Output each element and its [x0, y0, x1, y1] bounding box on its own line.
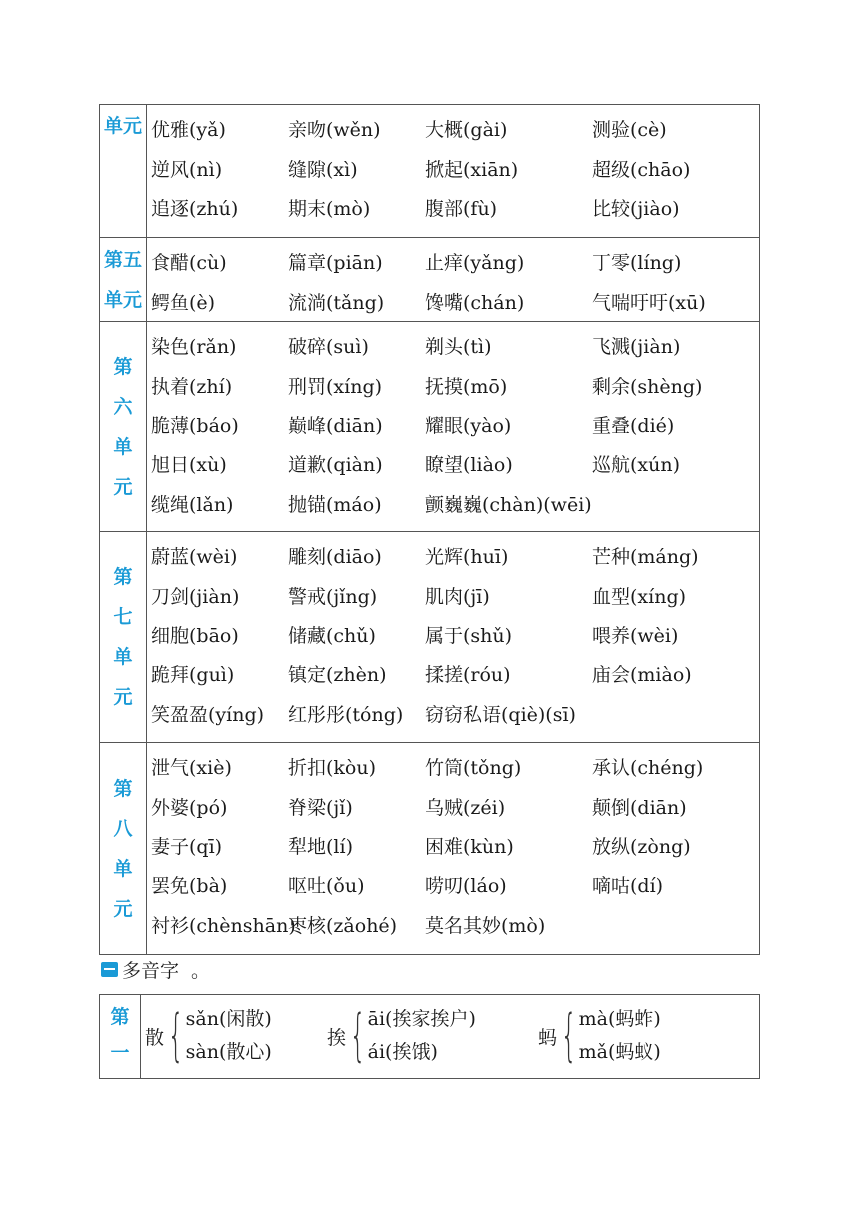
word-item: 窃窃私语(qiè)(sī) [425, 703, 576, 726]
word-item: 莫名其妙(mò) [425, 914, 546, 937]
word-item: 破碎(suì) [288, 336, 369, 359]
word-line [151, 865, 759, 904]
brace-icon: { [560, 1003, 577, 1068]
word-list [147, 105, 759, 237]
word-item: 流淌(tǎng) [288, 291, 385, 314]
reading-list [186, 1003, 272, 1069]
reading-list [368, 1003, 476, 1069]
word-item: 脆薄(báo) [151, 414, 239, 437]
unit-label-text: 单 [113, 646, 133, 668]
word-line [151, 188, 759, 227]
brace-icon: { [349, 1003, 366, 1068]
polyphonic-table [99, 994, 760, 1079]
word-item: 喂养(wèi) [592, 624, 679, 647]
word-item: 缝隙(xì) [288, 158, 358, 181]
word-item: 外婆(pó) [151, 796, 228, 819]
word-item: 妻子(qī) [151, 835, 223, 858]
word-item: 呕吐(ǒu) [288, 875, 365, 898]
polyphonic-char: 挨 [327, 1026, 347, 1049]
word-item: 肌肉(jī) [425, 585, 490, 608]
polyphonic-entry [538, 1001, 661, 1071]
polyphonic-char: 散 [145, 1026, 165, 1049]
word-item: 瞭望(liào) [425, 454, 513, 477]
word-item: 血型(xíng) [592, 585, 687, 608]
word-line [151, 109, 759, 148]
unit-label-text: 单元 [103, 115, 142, 137]
section-marker-icon [101, 962, 118, 977]
word-list [147, 322, 759, 531]
polyphonic-entry [145, 1001, 272, 1071]
unit-label [100, 532, 147, 742]
word-item: 揉搓(róu) [425, 664, 511, 687]
word-line [151, 786, 759, 825]
word-item: 篇章(piān) [288, 252, 383, 275]
word-item: 气喘吁吁(xū) [592, 291, 706, 314]
word-list [147, 532, 759, 742]
word-line [151, 444, 759, 483]
reading-item: sàn(散心) [185, 1041, 272, 1063]
unit-row [100, 321, 759, 531]
word-item: 犁地(lí) [288, 835, 353, 858]
word-line [151, 405, 759, 444]
word-list [147, 743, 759, 954]
unit-row [100, 742, 759, 954]
word-item: 止痒(yǎng) [425, 252, 525, 275]
unit-label [100, 238, 147, 321]
word-item: 剃头(tì) [425, 336, 492, 359]
word-line [151, 575, 759, 614]
reading-item: āi(挨家挨户) [367, 1008, 476, 1030]
word-list [147, 238, 759, 321]
word-item: 泄气(xiè) [151, 757, 232, 780]
word-line [151, 365, 759, 404]
word-item: 腹部(fù) [425, 197, 498, 220]
unit-label [100, 322, 147, 531]
word-item: 跪拜(guì) [151, 664, 235, 687]
section-heading [101, 956, 210, 983]
word-item: 刀剑(jiàn) [151, 585, 240, 608]
brace-icon: { [167, 1003, 184, 1068]
unit-label-text: 元 [113, 475, 133, 498]
word-item: 执着(zhí) [151, 375, 233, 398]
word-item: 枣核(zǎohé) [288, 914, 398, 937]
word-item: 镇定(zhèn) [288, 664, 387, 687]
word-item: 细胞(bāo) [151, 624, 239, 647]
unit-label-text: 第 [113, 355, 133, 378]
word-line [151, 484, 759, 523]
reading-list [579, 1003, 661, 1069]
unit-label-text: 六 [113, 395, 133, 418]
reading-item: ái(挨饿) [367, 1041, 438, 1063]
word-item: 抚摸(mō) [425, 375, 508, 398]
word-item: 唠叨(láo) [425, 875, 507, 898]
word-item: 衬衫(chènshān) [151, 914, 296, 937]
word-line [151, 615, 759, 654]
word-item: 警戒(jǐng) [288, 585, 378, 608]
unit-label [100, 105, 147, 237]
word-item: 折扣(kòu) [288, 757, 377, 780]
unit-label [100, 743, 147, 954]
reading-item: mà(蚂蚱) [578, 1008, 661, 1030]
word-line [151, 326, 759, 365]
word-item: 优雅(yǎ) [151, 119, 226, 142]
polyphonic-entry [327, 1001, 476, 1071]
word-item: 光辉(huī) [425, 546, 509, 569]
word-line [151, 694, 759, 733]
word-item: 超级(chāo) [592, 158, 691, 181]
word-item: 抛锚(máo) [288, 493, 382, 516]
unit-label-text: 第 [113, 566, 133, 588]
word-item: 颠倒(diān) [592, 796, 687, 819]
word-item: 乌贼(zéi) [425, 796, 506, 819]
section-heading-text: 多音字 [122, 960, 180, 982]
word-item: 重叠(dié) [592, 414, 675, 437]
word-item: 馋嘴(chán) [425, 291, 525, 314]
unit-label [100, 995, 141, 1078]
word-item: 道歉(qiàn) [288, 454, 383, 477]
unit-label-text: 单元 [103, 288, 142, 311]
unit-label-text: 元 [113, 686, 133, 708]
word-item: 芒种(máng) [592, 546, 699, 569]
unit-label-text: 第 [110, 1006, 130, 1028]
word-item: 丁零(líng) [592, 252, 682, 275]
word-item: 竹筒(tǒng) [425, 757, 522, 780]
word-item: 食醋(cù) [151, 252, 227, 275]
vocabulary-table [99, 104, 760, 955]
reading-item: mǎ(蚂蚁) [578, 1041, 661, 1063]
unit-label-text: 元 [113, 897, 133, 920]
word-item: 追逐(zhú) [151, 197, 239, 220]
unit-row [100, 237, 759, 321]
word-line [151, 536, 759, 575]
word-line [151, 281, 759, 320]
unit-label-text: 七 [113, 606, 133, 628]
word-item: 笑盈盈(yíng) [151, 703, 265, 726]
word-item: 大概(gài) [425, 119, 508, 142]
word-item: 红彤彤(tóng) [288, 703, 404, 726]
word-item: 颤巍巍(chàn)(wēi) [425, 493, 592, 516]
word-item: 雕刻(diāo) [288, 546, 382, 569]
unit-label-text: 一 [110, 1042, 130, 1064]
word-item: 期末(mò) [288, 197, 371, 220]
word-item: 旭日(xù) [151, 454, 227, 477]
word-item: 巡航(xún) [592, 454, 681, 477]
word-line [151, 654, 759, 693]
word-item: 罢免(bà) [151, 875, 228, 898]
word-item: 亲吻(wěn) [288, 119, 381, 142]
word-item: 庙会(miào) [592, 664, 692, 687]
word-item: 掀起(xiān) [425, 158, 519, 181]
word-item: 刑罚(xíng) [288, 375, 383, 398]
word-item: 剩余(shèng) [592, 375, 703, 398]
word-line [151, 905, 759, 944]
word-item: 属于(shǔ) [425, 624, 513, 647]
word-item: 储藏(chǔ) [288, 624, 376, 647]
unit-label-text: 第 [113, 777, 133, 800]
word-item: 比较(jiào) [592, 197, 680, 220]
word-item: 蔚蓝(wèi) [151, 546, 238, 569]
unit-label-text: 单 [113, 435, 133, 458]
polyphonic-char: 蚂 [538, 1026, 558, 1049]
word-line [151, 826, 759, 865]
word-item: 困难(kùn) [425, 835, 514, 858]
word-item: 缆绳(lǎn) [151, 493, 234, 516]
word-line [151, 148, 759, 187]
unit-label-text: 八 [113, 817, 133, 840]
word-item: 承认(chéng) [592, 757, 704, 780]
unit-label-text: 第五 [103, 248, 142, 271]
word-line [151, 242, 759, 281]
reading-item: sǎn(闲散) [185, 1008, 272, 1030]
word-item: 嘀咕(dí) [592, 875, 664, 898]
word-item: 放纵(zòng) [592, 835, 691, 858]
word-item: 染色(rǎn) [151, 336, 237, 359]
unit-row [100, 105, 759, 237]
word-item: 巅峰(diān) [288, 414, 383, 437]
unit-row [100, 531, 759, 742]
word-item: 耀眼(yào) [425, 414, 512, 437]
word-item: 测验(cè) [592, 119, 667, 142]
word-line [151, 747, 759, 786]
word-item: 脊梁(jǐ) [288, 796, 353, 819]
word-item: 逆风(nì) [151, 158, 223, 181]
word-item: 飞溅(jiàn) [592, 336, 681, 359]
section-heading-suffix: 。 [191, 960, 211, 982]
word-item: 鳄鱼(è) [151, 291, 216, 314]
unit-label-text: 单 [113, 857, 133, 880]
